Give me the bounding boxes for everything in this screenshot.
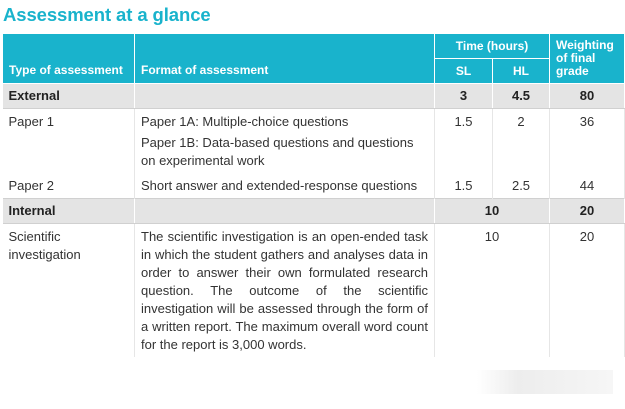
paper1-format: [135, 109, 435, 174]
paper2-weight: 44: [550, 173, 625, 199]
assessment-table: [2, 33, 625, 357]
header-sl: SL: [435, 59, 493, 84]
external-format-empty: [135, 84, 435, 109]
paper1-weight: 36: [550, 109, 625, 174]
paper1-hl: 2: [493, 109, 550, 174]
internal-weight: 20: [550, 199, 625, 224]
internal-label: Internal: [3, 199, 135, 224]
external-label: External: [3, 84, 135, 109]
header-format: Format of assessment: [135, 34, 435, 84]
investigation-row: [3, 224, 625, 358]
paper2-sl: 1.5: [435, 173, 493, 199]
page-title: Assessment at a glance: [3, 4, 211, 25]
investigation-type: Scientific investigation: [3, 224, 135, 358]
internal-time: 10: [435, 199, 550, 224]
paper2-row: [3, 173, 625, 199]
header-time: Time (hours): [435, 34, 550, 59]
paper1-format-b: Paper 1B: Data-based questions and questions on experimental work: [141, 135, 414, 168]
table-header: [3, 34, 625, 84]
investigation-format: The scientific investigation is an open-ended task in which the student gathers and analyses data in order to answer their own formulated research question. The outcome of the scientific investigation will be assessed through the form of a written report. The maximum overall word count for the report is 3,000 words.: [135, 224, 435, 358]
faded-overlay: [477, 370, 613, 394]
paper2-format: Short answer and extended-response questions: [135, 173, 435, 199]
header-weighting: Weighting of final grade: [550, 34, 625, 84]
external-hl: 4.5: [493, 84, 550, 109]
header-type: Type of assessment: [3, 34, 135, 84]
paper1-sl: 1.5: [435, 109, 493, 174]
external-weight: 80: [550, 84, 625, 109]
internal-format-empty: [135, 199, 435, 224]
external-sl: 3: [435, 84, 493, 109]
internal-row: [3, 199, 625, 224]
paper2-hl: 2.5: [493, 173, 550, 199]
paper2-type: Paper 2: [3, 173, 135, 199]
paper1-row: [3, 109, 625, 174]
investigation-weight: 20: [550, 224, 625, 358]
paper1-type: Paper 1: [3, 109, 135, 174]
header-hl: HL: [493, 59, 550, 84]
investigation-time: 10: [435, 224, 550, 358]
external-row: [3, 84, 625, 109]
paper1-format-a: Paper 1A: Multiple-choice questions: [141, 114, 349, 129]
